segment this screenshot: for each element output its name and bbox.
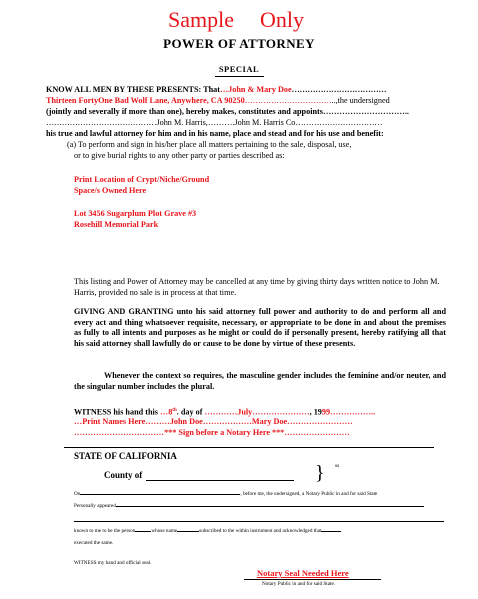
notary-county-label: County of bbox=[104, 470, 143, 480]
sign-notary-text: *** Sign before a Notary Here *** bbox=[164, 428, 285, 437]
intro-dots-d: …………………………………… bbox=[46, 118, 157, 127]
sign-dots-2: …………………… bbox=[284, 428, 350, 437]
intro-line-1 bbox=[46, 85, 386, 96]
context-paragraph: Whenever the context so requires, the masculine gender includes the feminine and/or neuter, and the singular number includes the plural. bbox=[74, 371, 446, 391]
notary-state: STATE OF CALIFORNIA bbox=[74, 451, 177, 461]
witness-seal-line: WITNESS my hand and official seal. bbox=[74, 560, 152, 566]
witness-dots-4: …………….. bbox=[330, 407, 376, 417]
intro-dots-f: …………………………… bbox=[295, 118, 383, 127]
intro-line-2 bbox=[46, 96, 390, 107]
notary-sign-line bbox=[74, 428, 350, 439]
personally-blank-2[interactable] bbox=[74, 521, 444, 522]
witness-month: July bbox=[237, 407, 253, 417]
agent-name: John M. Harris, bbox=[156, 118, 208, 127]
witness-day-suffix: th bbox=[172, 408, 177, 413]
witness-year-lead: , 19 bbox=[309, 407, 322, 417]
personally-line bbox=[74, 503, 424, 510]
witness-lead: WITNESS his hand this bbox=[74, 407, 161, 417]
names-dots-2: ……………… bbox=[202, 417, 252, 426]
agent-company: John M. Harris Co bbox=[234, 118, 296, 127]
property-line-2: Space/s Owned Here bbox=[74, 186, 147, 195]
cancel-paragraph: This listing and Power of Attorney may be cancelled at any time by giving thirty days written notice to John M. Harris, provided no sale is in process at that time. bbox=[74, 277, 440, 297]
whose-blank[interactable] bbox=[177, 531, 199, 532]
intro-line-4 bbox=[46, 118, 382, 129]
intro-line-3: (jointly and severally if more than one), hereby makes, constitutes and appoints………………………….. bbox=[46, 107, 409, 116]
county-brace: } bbox=[315, 462, 325, 484]
county-blank[interactable] bbox=[146, 480, 294, 481]
page-subtitle: SPECIAL bbox=[218, 64, 260, 74]
whose-label: whose name bbox=[151, 528, 178, 534]
ss-label: ss bbox=[335, 463, 340, 469]
granting-paragraph: GIVING AND GRANTING unto his said attorney full power and authority to do and perform all and every act and thing whatsoever requisite, necessary, or appropriate to be done in and about the premises as fully to all intents and purposes as he might or could do if personally present, hereby ratifying all that his said attorney shall lawfully do or cause to be done by virtue of these presents. bbox=[74, 307, 446, 348]
intro-dots-c: …………………………… bbox=[244, 96, 332, 105]
clause-a-2: or to give burial rights to any other party or parties described as: bbox=[74, 151, 285, 160]
acknowledged-blank[interactable] bbox=[321, 531, 341, 532]
witness-day-word: . day of bbox=[176, 407, 205, 417]
intro-dots-a: … bbox=[219, 85, 229, 94]
names-dots-3: …………………… bbox=[287, 417, 353, 426]
undersigned-text: ..,the undersigned bbox=[331, 96, 390, 105]
property-line-4: Rosehill Memorial Park bbox=[74, 220, 159, 229]
clause-a: (a) To perform and sign in his/her place all matters pertaining to the sale, disposal, use, bbox=[67, 140, 352, 149]
on-label: On bbox=[74, 491, 81, 497]
subscribed-label: subscribed to the within instrument and acknowledged that bbox=[199, 528, 322, 534]
intro-dots-e: ………. bbox=[207, 118, 235, 127]
principal-address: Thirteen FortyOne Bad Wolf Lane, Anywhere, CA 90250 bbox=[46, 96, 245, 105]
sign-dots-1: …………………………… bbox=[74, 428, 165, 437]
personally-blank[interactable] bbox=[116, 506, 424, 507]
intro-dots-b: ……………………………… bbox=[291, 85, 387, 94]
appoint-line: his true and lawful attorney for him and in his name, place and stead and for his use and benefit: bbox=[46, 129, 384, 138]
notary-on-line bbox=[74, 491, 377, 498]
witness-dots-3: ………………… bbox=[252, 407, 310, 417]
intro-lead: KNOW ALL MEN BY THESE PRESENTS: That bbox=[46, 85, 220, 94]
notary-signature-line[interactable] bbox=[244, 579, 381, 580]
executed-line: executed the same. bbox=[74, 540, 114, 546]
print-names-label: …Print Names Here bbox=[74, 417, 146, 426]
witness-dots-1: … bbox=[160, 407, 169, 417]
names-dots-1: ……… bbox=[145, 417, 170, 426]
witness-day: 8 bbox=[168, 407, 173, 417]
watermark-only: Only bbox=[260, 7, 304, 32]
page-title: POWER OF ATTORNEY bbox=[163, 36, 315, 51]
print-names-line bbox=[74, 417, 353, 428]
notary-public-caption: Notary Public in and for said State. bbox=[262, 581, 336, 587]
watermark-sample: Sample bbox=[168, 7, 234, 32]
on-text: , before me, the undersigned, a Notary Public in and for said State bbox=[240, 491, 378, 497]
notary-seal-needed: Notary Seal Needed Here bbox=[257, 568, 349, 578]
witness-year: 99 bbox=[321, 407, 331, 417]
principal-names: John & Mary Doe bbox=[228, 85, 292, 94]
property-line-3: Lot 3456 Sugarplum Plot Grave #3 bbox=[74, 209, 197, 218]
notary-divider bbox=[64, 447, 434, 448]
known-label: known to me to be the person bbox=[74, 528, 136, 534]
print-name-mary: Mary Doe bbox=[251, 417, 288, 426]
print-name-john: John Doe bbox=[169, 417, 203, 426]
property-line-1: Print Location of Crypt/Niche/Ground bbox=[74, 175, 210, 184]
on-date-blank[interactable] bbox=[80, 494, 240, 495]
known-blank[interactable] bbox=[135, 531, 151, 532]
personally-label: Personally appeared bbox=[74, 503, 116, 509]
witness-dots-2: ………… bbox=[204, 407, 238, 417]
known-line bbox=[74, 528, 341, 535]
subtitle-underline bbox=[215, 76, 264, 77]
